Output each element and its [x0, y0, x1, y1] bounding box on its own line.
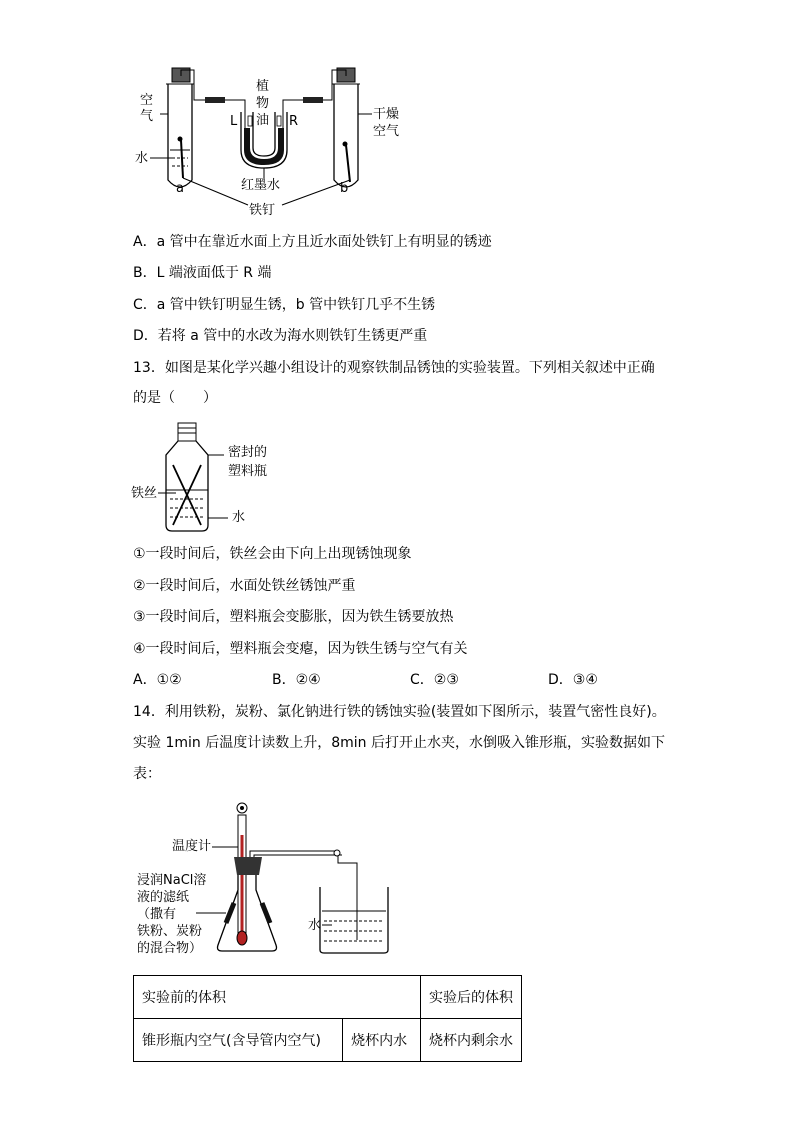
label-L: L: [230, 114, 238, 129]
label-a: a: [176, 181, 184, 196]
table-cell-beaker-water: 烧杯内水: [343, 1019, 421, 1062]
label-iron-wire: 铁丝: [131, 486, 158, 501]
table-row: [134, 1019, 522, 1062]
label-dry-air: 干燥 空气: [373, 107, 400, 139]
table-header-after: 实验后的体积: [421, 976, 522, 1019]
q13-stem-cont: 的是（ ）: [133, 390, 217, 406]
label-thermometer: 温度计: [172, 839, 212, 854]
label-nail: 铁钉: [249, 203, 276, 218]
label-R: R: [289, 114, 299, 129]
flask-diagram: [0, 795, 794, 975]
table-header-before: 实验前的体积: [134, 976, 421, 1019]
q14-stem-end: 表：: [133, 766, 161, 782]
q12-option-d: D．若将 a 管中的水改为海水则铁钉生锈更严重: [133, 328, 428, 344]
table-cell-remaining-water: 烧杯内剩余水: [421, 1019, 522, 1062]
data-table: [133, 975, 522, 1062]
q13-stem: 13．如图是某化学兴趣小组设计的观察铁制品锈蚀的实验装置。下列相关叙述中正确: [133, 360, 655, 376]
q14-stem-cont: 实验 1min 后温度计读数上升，8min 后打开止水夹，水倒吸入锥形瓶，实验数据如下: [133, 735, 665, 751]
label-red-ink: 红墨水: [241, 178, 281, 193]
label-b: b: [340, 181, 349, 196]
table-row: [134, 976, 522, 1019]
bottle-diagram: [0, 415, 794, 555]
label-filter-paper: 浸润NaCl溶 液的滤纸 （撒有 铁粉、炭粉 的混合物）: [137, 873, 207, 956]
label-water-beaker: 水: [308, 918, 322, 933]
label-water: 水: [135, 151, 149, 166]
q12-option-c: C．a 管中铁钉明显生锈，b 管中铁钉几乎不生锈: [133, 297, 436, 313]
q13-option-a: A．①②: [133, 672, 182, 688]
q13-statement-3: ③一段时间后，塑料瓶会变膨胀，因为铁生锈要放热: [133, 609, 454, 625]
table-cell-flask-air: 锥形瓶内空气(含导管内空气): [134, 1019, 343, 1062]
label-air: 空 气: [140, 93, 154, 124]
q14-stem: 14．利用铁粉，炭粉、氯化钠进行铁的锈蚀实验(装置如下图所示，装置气密性良好)。: [133, 704, 666, 720]
label-oil: 植 物 油: [256, 79, 270, 128]
label-sealed-bottle: 密封的 塑料瓶: [228, 445, 268, 479]
q13-statement-1: ①一段时间后，铁丝会由下向上出现锈蚀现象: [133, 546, 412, 562]
q13-option-b: B．②④: [272, 672, 321, 688]
label-water-bottle: 水: [232, 510, 246, 525]
q13-option-c: C．②③: [410, 672, 459, 688]
q13-statement-4: ④一段时间后，塑料瓶会变瘪，因为铁生锈与空气有关: [133, 641, 468, 657]
q13-option-d: D．③④: [548, 672, 598, 688]
q13-statement-2: ②一段时间后，水面处铁丝锈蚀严重: [133, 578, 356, 594]
q12-option-a: A．a 管中在靠近水面上方且近水面处铁钉上有明显的锈迹: [133, 234, 492, 250]
q12-option-b: B．L 端液面低于 R 端: [133, 265, 272, 281]
